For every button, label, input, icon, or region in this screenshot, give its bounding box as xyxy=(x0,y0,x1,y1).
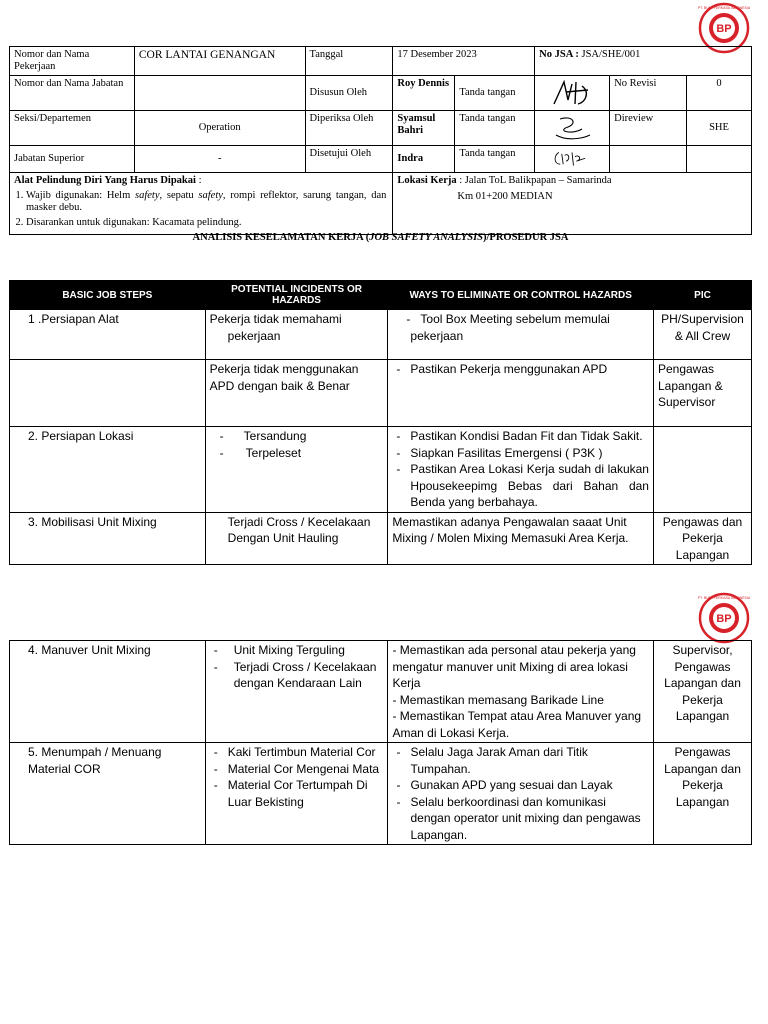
step-cell xyxy=(10,360,206,427)
control-cell: Memastikan adanya Pengawalan saaat Unit Mixing / Molen Mixing Memasuki Area Kerja. xyxy=(388,512,654,565)
hazard-cell: - Tersandung - Terpeleset xyxy=(205,427,388,513)
signature-3 xyxy=(535,146,610,173)
control-cell: - Selalu Jaga Jarak Aman dari Titik Tumpahan. - Gunakan APD yang sesuai dan Layak - Selalu berkoordinasi dan komunikasi dengan operator unit mixing dan pengawas Lapangan. xyxy=(388,743,654,845)
pic-cell: Supervisor, Pengawas Lapangan dan Pekerja Lapangan xyxy=(654,641,752,743)
dept-value: Operation xyxy=(134,111,305,146)
control-cell: - Pastikan Kondisi Badan Fit dan Tidak Sakit. - Siapkan Fasilitas Emergensi ( P3K ) - Pastikan Area Lokasi Kerja sudah di lakukan Hpousekeepimg Bebas dari Bahan dan Benda yang berbahaya. xyxy=(388,427,654,513)
approved-name: Indra xyxy=(393,146,455,173)
signature-3-image xyxy=(542,148,602,170)
table-row xyxy=(10,512,752,565)
signature-2-image xyxy=(542,113,602,143)
pic-cell xyxy=(653,427,751,513)
prepared-label: Disusun Oleh xyxy=(305,76,393,111)
superior-label: Jabatan Superior xyxy=(10,146,135,173)
position-value xyxy=(134,76,305,111)
job-label: Nomor dan Nama Pekerjaan xyxy=(10,47,135,76)
superior-value: - xyxy=(134,146,305,173)
empty-cell-b xyxy=(687,146,752,173)
approved-label: Disetujui Oleh xyxy=(305,146,393,173)
review-value: SHE xyxy=(687,111,752,146)
date-value: 17 Desember 2023 xyxy=(393,47,535,76)
table-row xyxy=(10,360,752,427)
table-row xyxy=(10,641,752,743)
step-cell: 5. Menumpah / Menuang Material COR xyxy=(10,743,206,845)
jsa-number: No JSA : JSA/SHE/001 xyxy=(535,47,752,76)
table-row xyxy=(10,743,752,845)
sign1-label: Tanda tangan xyxy=(455,76,535,111)
control-cell: - Memastikan ada personal atau pekerja yang mengatur manuver unit Mixing di area lokasi Kerja - Memastikan memasang Barikade Line - Memastikan Tempat atau Area Manuver yang Aman di Lokasi Kerja. xyxy=(388,641,654,743)
step-cell: 4. Manuver Unit Mixing xyxy=(10,641,206,743)
jsa-table-1 xyxy=(9,280,752,565)
page-title: ANALISIS KESELAMATAN KERJA (JOB SAFETY ANALYSIS)/PROSEDUR JSA xyxy=(192,232,569,243)
table-row xyxy=(10,427,752,513)
checked-label: Diperiksa Oleh xyxy=(305,111,393,146)
signature-1-image xyxy=(542,78,602,108)
control-cell: - Tool Box Meeting sebelum memulai pekerjaan xyxy=(388,310,654,360)
logo-initials: BP xyxy=(716,613,732,625)
location-value: : Jalan ToL Balikpapan – Samarinda xyxy=(456,175,612,186)
col-incidents: POTENTIAL INCIDENTS OR HAZARDS xyxy=(205,281,388,310)
location-km: Km 01+200 MEDIAN xyxy=(457,191,553,202)
revision-label: No Revisi xyxy=(610,76,687,111)
hazard-cell: Terjadi Cross / Kecelakaan Dengan Unit Hauling xyxy=(205,512,388,565)
signature-1 xyxy=(535,76,610,111)
job-name: COR LANTAI GENANGAN xyxy=(134,47,305,76)
empty-cell-a xyxy=(610,146,687,173)
step-cell: 2. Persiapan Lokasi xyxy=(10,427,206,513)
dept-label: Seksi/Departemen xyxy=(10,111,135,146)
hazard-cell: Pekerja tidak menggunakan APD dengan baik & Benar xyxy=(205,360,388,427)
col-pic: PIC xyxy=(653,281,751,310)
col-steps: BASIC JOB STEPS xyxy=(10,281,206,310)
revision-value: 0 xyxy=(687,76,752,111)
logo-initials: BP xyxy=(716,23,732,35)
logo-text: PT. BUMI PERKASA INDONESIA xyxy=(698,596,750,600)
jsa-table-2 xyxy=(9,640,752,845)
step-cell: 1 .Persiapan Alat xyxy=(10,310,206,360)
apd-item-recommended: 2. Disarankan untuk digunakan: Kacamata pelindung. xyxy=(26,217,386,229)
control-cell: - Pastikan Pekerja menggunakan APD xyxy=(388,360,654,427)
pic-cell: Pengawas dan Pekerja Lapangan xyxy=(653,512,751,565)
review-label: Direview xyxy=(610,111,687,146)
position-label: Nomor dan Nama Jabatan xyxy=(10,76,135,111)
pic-cell: Pengawas Lapangan & Supervisor xyxy=(653,360,751,427)
col-controls: WAYS TO ELIMINATE OR CONTROL HAZARDS xyxy=(388,281,654,310)
step-cell: 3. Mobilisasi Unit Mixing xyxy=(10,512,206,565)
apd-list xyxy=(14,190,386,229)
apd-item-required: 1. Wajib digunakan: Helm safety, sepatu safety, rompi reflektor, sarung tangan, dan masker debu. xyxy=(26,190,386,214)
logo-text: PT. BUMI PERKASA INDONESIA xyxy=(698,6,750,10)
location-label: Lokasi Kerja xyxy=(397,175,457,186)
hazard-cell: - Unit Mixing Terguling - Terjadi Cross / Kecelakaan dengan Kendaraan Lain xyxy=(205,641,388,743)
prepared-name: Roy Dennis xyxy=(393,76,455,111)
location-section xyxy=(393,173,752,235)
pic-cell: Pengawas Lapangan dan Pekerja Lapangan xyxy=(654,743,752,845)
signature-2 xyxy=(535,111,610,146)
company-logo xyxy=(698,592,750,644)
table-row xyxy=(10,310,752,360)
pic-cell: PH/Supervision & All Crew xyxy=(653,310,751,360)
hazard-cell: Pekerja tidak memahami pekerjaan xyxy=(205,310,388,360)
sign3-label: Tanda tangan xyxy=(455,146,535,173)
hazard-cell: - Kaki Tertimbun Material Cor - Material Cor Mengenai Mata - Material Cor Tertumpah Di Luar Bekisting xyxy=(205,743,388,845)
sign2-label: Tanda tangan xyxy=(455,111,535,146)
date-label: Tanggal xyxy=(305,47,393,76)
checked-name: Syamsul Bahri xyxy=(393,111,455,146)
jsa-header-table xyxy=(9,46,752,235)
apd-heading: Alat Pelindung Diri Yang Harus Dipakai : xyxy=(14,175,202,186)
apd-section xyxy=(10,173,393,235)
